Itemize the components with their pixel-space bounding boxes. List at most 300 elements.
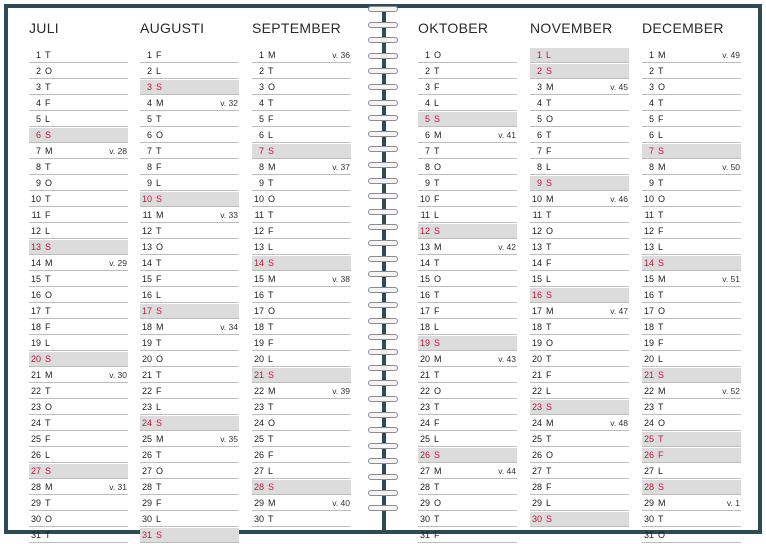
weekday-letter: T xyxy=(156,338,162,348)
day-number: 21 xyxy=(419,370,430,380)
day-number: 16 xyxy=(419,290,430,300)
weekday-letter: O xyxy=(156,354,164,364)
weekday-letter: O xyxy=(434,498,442,508)
day-row xyxy=(252,416,351,431)
weekday-letter: T xyxy=(546,322,552,332)
week-number: v. 44 xyxy=(498,466,516,476)
day-number: 20 xyxy=(141,354,152,364)
weekday-letter: T xyxy=(434,370,440,380)
day-row xyxy=(642,288,741,303)
day-number: 28 xyxy=(531,482,542,492)
weekday-letter: S xyxy=(156,418,163,428)
day-number: 27 xyxy=(419,466,430,476)
weekday-letter: T xyxy=(658,514,664,524)
day-number: 4 xyxy=(35,98,41,108)
weekday-letter: L xyxy=(658,130,664,140)
day-number: 15 xyxy=(30,274,41,284)
day-row xyxy=(530,160,629,175)
day-number: 25 xyxy=(419,434,430,444)
day-number: 15 xyxy=(531,274,542,284)
weekday-letter: F xyxy=(45,210,51,220)
day-row xyxy=(29,416,128,431)
day-row xyxy=(140,400,239,415)
day-row xyxy=(418,192,517,207)
weekday-letter: T xyxy=(546,98,552,108)
week-number: v. 34 xyxy=(220,322,238,332)
weekday-letter: T xyxy=(45,162,51,172)
weekday-letter: O xyxy=(268,194,276,204)
day-row xyxy=(530,384,629,399)
spiral-loop xyxy=(366,193,402,201)
day-row xyxy=(252,272,351,287)
weekday-letter: T xyxy=(434,66,440,76)
day-number: 17 xyxy=(141,306,152,316)
weekday-letter: S xyxy=(45,466,52,476)
day-number: 27 xyxy=(643,466,654,476)
day-number: 21 xyxy=(30,370,41,380)
day-row xyxy=(530,224,629,239)
weekday-letter: O xyxy=(268,306,276,316)
day-row xyxy=(140,160,239,175)
day-number: 7 xyxy=(35,146,41,156)
weekday-letter: M xyxy=(156,210,164,220)
weekday-letter: S xyxy=(546,290,553,300)
weekend-day-row xyxy=(140,528,239,543)
weekday-letter: T xyxy=(658,210,664,220)
day-number: 20 xyxy=(253,354,264,364)
weekday-letter: O xyxy=(45,178,53,188)
day-row xyxy=(140,336,239,351)
week-number: v. 42 xyxy=(498,242,516,252)
day-row xyxy=(530,256,629,271)
day-number: 26 xyxy=(643,450,654,460)
day-row xyxy=(530,464,629,479)
weekend-day-row xyxy=(642,368,741,383)
spiral-loop xyxy=(366,146,402,154)
day-number: 3 xyxy=(424,82,430,92)
spiral-loop xyxy=(366,287,402,295)
weekday-letter: F xyxy=(546,482,552,492)
weekday-letter: T xyxy=(156,114,162,124)
weekday-letter: M xyxy=(45,370,53,380)
day-row xyxy=(140,256,239,271)
day-number: 8 xyxy=(424,162,430,172)
weekday-letter: T xyxy=(546,210,552,220)
weekday-letter: L xyxy=(45,338,51,348)
weekday-letter: O xyxy=(546,338,554,348)
day-row xyxy=(530,336,629,351)
day-row xyxy=(140,464,239,479)
day-number: 28 xyxy=(253,482,264,492)
day-number: 14 xyxy=(141,258,152,268)
weekday-letter: F xyxy=(434,530,440,540)
weekday-letter: L xyxy=(156,514,162,524)
day-row xyxy=(140,112,239,127)
weekend-day-row xyxy=(530,288,629,303)
day-row xyxy=(29,48,128,63)
day-number: 2 xyxy=(424,66,430,76)
day-number: 4 xyxy=(258,98,264,108)
weekday-letter: F xyxy=(658,450,664,460)
day-number: 6 xyxy=(648,130,654,140)
day-number: 25 xyxy=(141,434,152,444)
weekday-letter: L xyxy=(156,178,162,188)
weekday-letter: S xyxy=(268,146,275,156)
day-number: 27 xyxy=(253,466,264,476)
day-row xyxy=(530,240,629,255)
day-number: 17 xyxy=(643,306,654,316)
day-row xyxy=(140,512,239,527)
weekend-day-row xyxy=(252,368,351,383)
weekday-letter: S xyxy=(156,530,163,540)
spiral-loop xyxy=(366,115,402,123)
weekday-letter: T xyxy=(45,50,51,60)
day-number: 21 xyxy=(531,370,542,380)
day-row xyxy=(29,176,128,191)
day-row xyxy=(418,96,517,111)
day-number: 4 xyxy=(648,98,654,108)
day-row xyxy=(530,272,629,287)
day-number: 13 xyxy=(643,242,654,252)
day-number: 1 xyxy=(146,50,152,60)
day-number: 24 xyxy=(141,418,152,428)
day-number: 26 xyxy=(531,450,542,460)
day-number: 12 xyxy=(531,226,542,236)
weekday-letter: S xyxy=(658,482,665,492)
day-number: 26 xyxy=(253,450,264,460)
day-number: 10 xyxy=(531,194,542,204)
weekday-letter: T xyxy=(268,514,274,524)
weekend-day-row xyxy=(530,512,629,527)
weekday-letter: F xyxy=(268,226,274,236)
day-number: 9 xyxy=(536,178,542,188)
week-number: v. 46 xyxy=(610,194,628,204)
weekday-letter: M xyxy=(156,322,164,332)
day-number: 5 xyxy=(424,114,430,124)
spiral-loop xyxy=(366,505,402,513)
day-row xyxy=(29,512,128,527)
day-number: 10 xyxy=(30,194,41,204)
day-row xyxy=(29,224,128,239)
weekday-letter: F xyxy=(546,146,552,156)
weekend-day-row xyxy=(642,480,741,495)
day-row xyxy=(642,80,741,95)
week-number: v. 50 xyxy=(722,162,740,172)
weekday-letter: O xyxy=(658,82,666,92)
spiral-loop xyxy=(366,365,402,373)
weekday-letter: F xyxy=(546,370,552,380)
weekend-day-row xyxy=(140,80,239,95)
weekday-letter: O xyxy=(156,466,164,476)
day-row xyxy=(252,448,351,463)
weekday-letter: S xyxy=(156,306,163,316)
day-row xyxy=(418,48,517,63)
weekday-letter: M xyxy=(546,418,554,428)
month-column xyxy=(252,20,351,528)
day-row xyxy=(140,496,239,511)
day-number: 22 xyxy=(30,386,41,396)
day-row xyxy=(29,160,128,175)
weekday-letter: L xyxy=(268,130,274,140)
weekday-letter: O xyxy=(434,274,442,284)
weekday-letter: F xyxy=(45,322,51,332)
spiral-loop xyxy=(366,131,402,139)
weekday-letter: T xyxy=(156,482,162,492)
day-row xyxy=(252,176,351,191)
day-list xyxy=(252,48,351,527)
day-number: 3 xyxy=(35,82,41,92)
month-title: AUGUSTI xyxy=(140,20,205,36)
spiral-loop xyxy=(366,256,402,264)
day-row xyxy=(530,208,629,223)
weekday-letter: O xyxy=(434,386,442,396)
week-number: v. 36 xyxy=(332,50,350,60)
day-number: 15 xyxy=(419,274,430,284)
day-row xyxy=(530,432,629,447)
weekday-letter: L xyxy=(434,322,440,332)
week-number: v. 52 xyxy=(722,386,740,396)
weekday-letter: O xyxy=(658,530,666,540)
weekday-letter: M xyxy=(434,130,442,140)
day-number: 14 xyxy=(531,258,542,268)
spiral-loop xyxy=(366,380,402,388)
day-row xyxy=(418,496,517,511)
day-number: 30 xyxy=(141,514,152,524)
day-number: 31 xyxy=(141,530,152,540)
day-number: 2 xyxy=(146,66,152,76)
spiral-loop xyxy=(366,443,402,451)
weekday-letter: T xyxy=(45,194,51,204)
weekday-letter: M xyxy=(434,242,442,252)
spiral-loop xyxy=(366,458,402,466)
weekend-day-row xyxy=(29,128,128,143)
weekday-letter: T xyxy=(156,370,162,380)
day-number: 3 xyxy=(146,82,152,92)
weekday-letter: M xyxy=(658,162,666,172)
weekend-day-row xyxy=(140,192,239,207)
day-row xyxy=(642,304,741,319)
weekend-day-row xyxy=(29,352,128,367)
day-number: 23 xyxy=(419,402,430,412)
day-row xyxy=(29,192,128,207)
weekday-letter: S xyxy=(546,514,553,524)
month-column xyxy=(29,20,128,544)
day-row xyxy=(29,64,128,79)
day-row xyxy=(418,240,517,255)
weekday-letter: T xyxy=(434,258,440,268)
weekday-letter: O xyxy=(434,162,442,172)
day-number: 18 xyxy=(253,322,264,332)
weekend-day-row xyxy=(530,64,629,79)
day-number: 29 xyxy=(30,498,41,508)
weekday-letter: O xyxy=(434,50,442,60)
weekend-day-row xyxy=(140,416,239,431)
day-row xyxy=(418,368,517,383)
day-row xyxy=(642,224,741,239)
day-number: 27 xyxy=(30,466,41,476)
weekday-letter: O xyxy=(268,418,276,428)
weekday-letter: T xyxy=(546,434,552,444)
spiral-loop xyxy=(366,37,402,45)
day-number: 28 xyxy=(419,482,430,492)
weekday-letter: M xyxy=(45,258,53,268)
day-row xyxy=(29,144,128,159)
day-number: 19 xyxy=(643,338,654,348)
day-list xyxy=(530,48,629,527)
day-number: 29 xyxy=(419,498,430,508)
weekday-letter: T xyxy=(45,274,51,284)
day-number: 7 xyxy=(648,146,654,156)
weekday-letter: S xyxy=(658,370,665,380)
day-row xyxy=(29,480,128,495)
day-number: 20 xyxy=(30,354,41,364)
day-number: 2 xyxy=(258,66,264,76)
weekday-letter: T xyxy=(45,498,51,508)
weekday-letter: M xyxy=(658,498,666,508)
weekday-letter: T xyxy=(658,402,664,412)
day-list xyxy=(29,48,128,543)
day-number: 22 xyxy=(141,386,152,396)
day-number: 2 xyxy=(648,66,654,76)
day-number: 21 xyxy=(253,370,264,380)
day-number: 16 xyxy=(531,290,542,300)
day-row xyxy=(252,384,351,399)
weekday-letter: S xyxy=(156,194,163,204)
day-number: 4 xyxy=(424,98,430,108)
day-number: 17 xyxy=(253,306,264,316)
weekday-letter: T xyxy=(658,322,664,332)
weekday-letter: S xyxy=(268,370,275,380)
day-number: 21 xyxy=(643,370,654,380)
weekday-letter: T xyxy=(268,210,274,220)
day-row xyxy=(418,64,517,79)
month-title: DECEMBER xyxy=(642,20,724,36)
weekday-letter: T xyxy=(658,98,664,108)
day-number: 29 xyxy=(643,498,654,508)
week-number: v. 35 xyxy=(220,434,238,444)
day-row xyxy=(29,368,128,383)
day-number: 12 xyxy=(30,226,41,236)
day-row xyxy=(642,464,741,479)
week-number: v. 47 xyxy=(610,306,628,316)
spiral-loop xyxy=(366,53,402,61)
day-row xyxy=(140,448,239,463)
spiral-binding xyxy=(366,6,402,526)
weekday-letter: S xyxy=(156,82,163,92)
weekday-letter: T xyxy=(268,402,274,412)
week-number: v. 49 xyxy=(722,50,740,60)
weekday-letter: L xyxy=(546,274,552,284)
day-row xyxy=(140,144,239,159)
day-row xyxy=(252,512,351,527)
day-row xyxy=(642,240,741,255)
spiral-loop xyxy=(366,474,402,482)
weekday-letter: O xyxy=(658,306,666,316)
weekday-letter: M xyxy=(434,466,442,476)
day-number: 14 xyxy=(253,258,264,268)
day-row xyxy=(140,368,239,383)
week-number: v. 38 xyxy=(332,274,350,284)
weekend-day-row xyxy=(642,144,741,159)
weekday-letter: T xyxy=(434,402,440,412)
day-row xyxy=(418,464,517,479)
weekday-letter: O xyxy=(546,226,554,236)
day-number: 6 xyxy=(146,130,152,140)
weekday-letter: O xyxy=(268,82,276,92)
day-row xyxy=(642,176,741,191)
day-row xyxy=(29,432,128,447)
weekday-letter: F xyxy=(434,306,440,316)
day-number: 31 xyxy=(419,530,430,540)
month-title: NOVEMBER xyxy=(530,20,613,36)
day-row xyxy=(140,272,239,287)
week-number: v. 41 xyxy=(498,130,516,140)
weekday-letter: T xyxy=(546,242,552,252)
day-row xyxy=(418,320,517,335)
weekday-letter: T xyxy=(434,482,440,492)
weekday-letter: S xyxy=(268,482,275,492)
day-number: 19 xyxy=(30,338,41,348)
day-row xyxy=(418,432,517,447)
day-number: 18 xyxy=(643,322,654,332)
day-number: 12 xyxy=(419,226,430,236)
weekday-letter: L xyxy=(45,226,51,236)
weekday-letter: L xyxy=(434,210,440,220)
weekday-letter: S xyxy=(45,354,52,364)
weekday-letter: T xyxy=(268,178,274,188)
day-row xyxy=(642,64,741,79)
day-row xyxy=(418,144,517,159)
weekday-letter: M xyxy=(658,50,666,60)
day-number: 6 xyxy=(424,130,430,140)
weekday-letter: F xyxy=(156,386,162,396)
day-list xyxy=(140,48,239,543)
weekday-letter: F xyxy=(268,450,274,460)
day-number: 25 xyxy=(30,434,41,444)
spiral-loop xyxy=(366,396,402,404)
day-row xyxy=(252,96,351,111)
weekday-letter: L xyxy=(268,354,274,364)
day-row xyxy=(29,208,128,223)
day-number: 19 xyxy=(419,338,430,348)
weekday-letter: T xyxy=(156,146,162,156)
day-number: 1 xyxy=(536,50,542,60)
weekday-letter: L xyxy=(156,66,162,76)
weekday-letter: L xyxy=(658,466,664,476)
day-number: 10 xyxy=(141,194,152,204)
spiral-loop xyxy=(366,271,402,279)
day-row xyxy=(530,144,629,159)
day-number: 13 xyxy=(531,242,542,252)
day-number: 22 xyxy=(643,386,654,396)
day-number: 29 xyxy=(141,498,152,508)
weekday-letter: O xyxy=(45,402,53,412)
weekday-letter: F xyxy=(45,98,51,108)
weekday-letter: T xyxy=(45,530,51,540)
weekday-letter: O xyxy=(546,114,554,124)
spiral-loop xyxy=(366,209,402,217)
day-row xyxy=(418,288,517,303)
weekday-letter: S xyxy=(45,242,52,252)
weekday-letter: T xyxy=(546,354,552,364)
day-row xyxy=(418,272,517,287)
weekday-letter: T xyxy=(268,434,274,444)
day-number: 23 xyxy=(643,402,654,412)
weekend-day-row xyxy=(140,304,239,319)
week-number: v. 51 xyxy=(722,274,740,284)
day-row xyxy=(252,192,351,207)
weekend-day-row xyxy=(642,432,741,447)
